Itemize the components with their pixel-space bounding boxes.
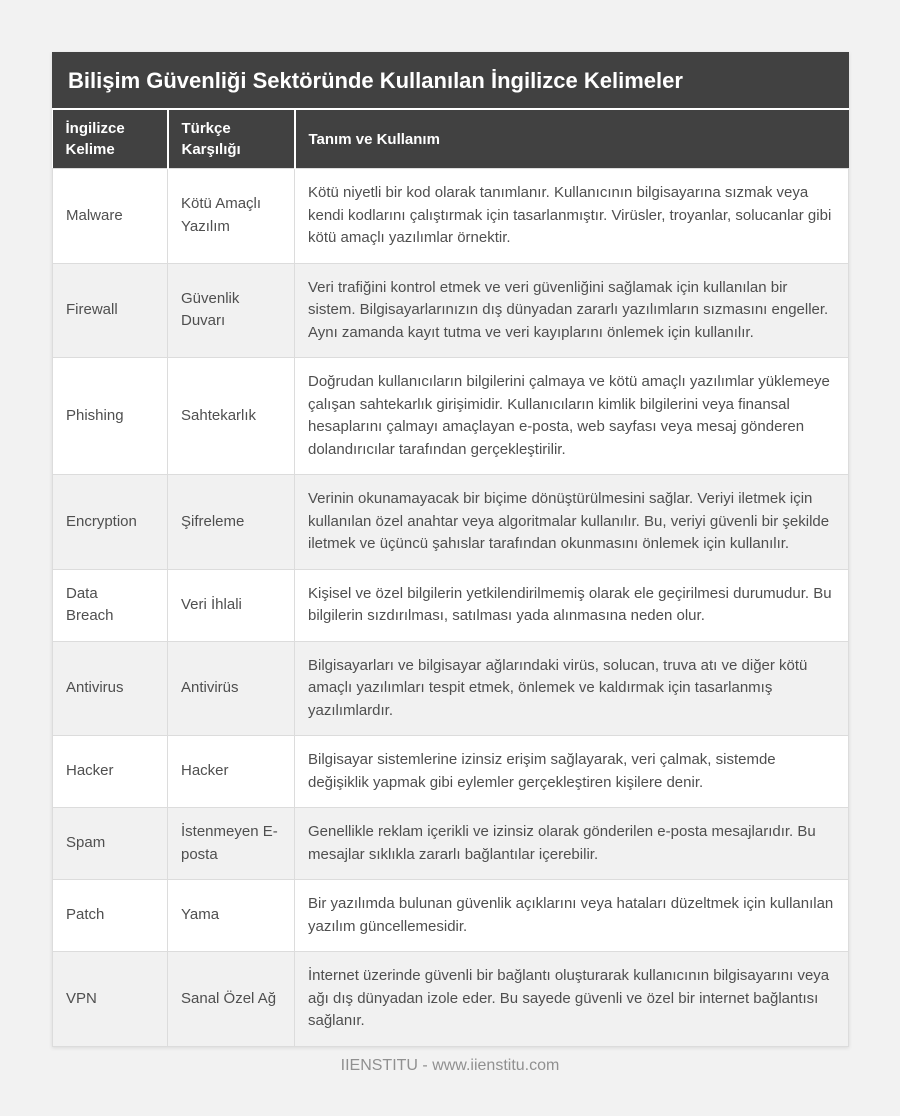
table-row <box>53 358 849 475</box>
turkish-term-cell: Kötü Amaçlı Yazılım <box>168 169 295 264</box>
column-header-turkish: Türkçe Karşılığı <box>168 110 295 169</box>
table-header-row <box>53 110 849 169</box>
turkish-term-cell: Sanal Özel Ağ <box>168 952 295 1047</box>
turkish-term-cell: Şifreleme <box>168 475 295 570</box>
english-term-cell: Antivirus <box>53 641 168 736</box>
definition-cell: Doğrudan kullanıcıların bilgilerini çalmaya ve kötü amaçlı yazılımlar yüklemeye çalışan sahtekarlık girişimidir. Kullanıcıların kimlik bilgilerini veya finansal hesaplarını çalmayı amaçlayan e-posta, web sayfası veya mesaj gönderen dolandırıcılar tarafından gerçekleştirilir. <box>295 358 849 475</box>
turkish-term-cell: İstenmeyen E-posta <box>168 808 295 880</box>
english-term-cell: Spam <box>53 808 168 880</box>
turkish-term-cell: Sahtekarlık <box>168 358 295 475</box>
table-row <box>53 169 849 264</box>
table-row <box>53 736 849 808</box>
english-term-cell: Malware <box>53 169 168 264</box>
page-title: Bilişim Güvenliği Sektöründe Kullanılan İngilizce Kelimeler <box>52 52 849 110</box>
glossary-card <box>52 52 849 1047</box>
table-row <box>53 880 849 952</box>
definition-cell: Kötü niyetli bir kod olarak tanımlanır. Kullanıcının bilgisayarına sızmak veya kendi kodlarını çalıştırmak için tasarlanmıştır. Virüsler, troyanlar, solucanlar gibi kötü amaçlı yazılımlar örnektir. <box>295 169 849 264</box>
table-row <box>53 952 849 1047</box>
table-row <box>53 569 849 641</box>
table-body <box>53 169 849 1047</box>
definition-cell: İnternet üzerinde güvenli bir bağlantı oluşturarak kullanıcının bilgisayarını veya ağı dış dünyadan izole eder. Bu sayede güvenli ve özel bir internet bağlantısı sağlanır. <box>295 952 849 1047</box>
definition-cell: Bilgisayar sistemlerine izinsiz erişim sağlayarak, veri çalmak, sistemde değişiklik yapmak gibi eylemler gerçekleştiren kişilere denir. <box>295 736 849 808</box>
english-term-cell: VPN <box>53 952 168 1047</box>
english-term-cell: Hacker <box>53 736 168 808</box>
column-header-english: İngilizce Kelime <box>53 110 168 169</box>
definition-cell: Bilgisayarları ve bilgisayar ağlarındaki virüs, solucan, truva atı ve diğer kötü amaçlı yazılımları tespit etmek, önlemek ve kaldırmak için tasarlanmış yazılımlardır. <box>295 641 849 736</box>
english-term-cell: Firewall <box>53 263 168 358</box>
english-term-cell: Data Breach <box>53 569 168 641</box>
turkish-term-cell: Antivirüs <box>168 641 295 736</box>
table-row <box>53 641 849 736</box>
english-term-cell: Patch <box>53 880 168 952</box>
definition-cell: Verinin okunamayacak bir biçime dönüştürülmesini sağlar. Veriyi iletmek için kullanılan özel anahtar veya algoritmalar kullanılır. Bu, veriyi güvenli bir şekilde iletmek ve üçüncü şahıslar tarafından okunmasını önlemek için kullanılır. <box>295 475 849 570</box>
english-term-cell: Phishing <box>53 358 168 475</box>
table-row <box>53 263 849 358</box>
turkish-term-cell: Güvenlik Duvarı <box>168 263 295 358</box>
english-term-cell: Encryption <box>53 475 168 570</box>
column-header-definition: Tanım ve Kullanım <box>295 110 849 169</box>
footer-credit: IIENSTITU - www.iienstitu.com <box>340 1057 560 1074</box>
definition-cell: Veri trafiğini kontrol etmek ve veri güvenliğini sağlamak için kullanılan bir sistem. Bilgisayarlarınızın dış dünyadan zararlı yazılımların sızmasını engeller. Aynı zamanda kayıt tutma ve veri kayıplarını önlemek için kullanılır. <box>295 263 849 358</box>
security-terms-table <box>52 110 849 1047</box>
turkish-term-cell: Yama <box>168 880 295 952</box>
turkish-term-cell: Veri İhlali <box>168 569 295 641</box>
definition-cell: Kişisel ve özel bilgilerin yetkilendirilmemiş olarak ele geçirilmesi durumudur. Bu bilgilerin sızdırılması, satılması yada alınmasına neden olur. <box>295 569 849 641</box>
definition-cell: Genellikle reklam içerikli ve izinsiz olarak gönderilen e-posta mesajlarıdır. Bu mesajlar sıklıkla zararlı bağlantılar içerebilir. <box>295 808 849 880</box>
turkish-term-cell: Hacker <box>168 736 295 808</box>
table-row <box>53 808 849 880</box>
table-row <box>53 475 849 570</box>
definition-cell: Bir yazılımda bulunan güvenlik açıklarını veya hataları düzeltmek için kullanılan yazılım güncellemesidir. <box>295 880 849 952</box>
